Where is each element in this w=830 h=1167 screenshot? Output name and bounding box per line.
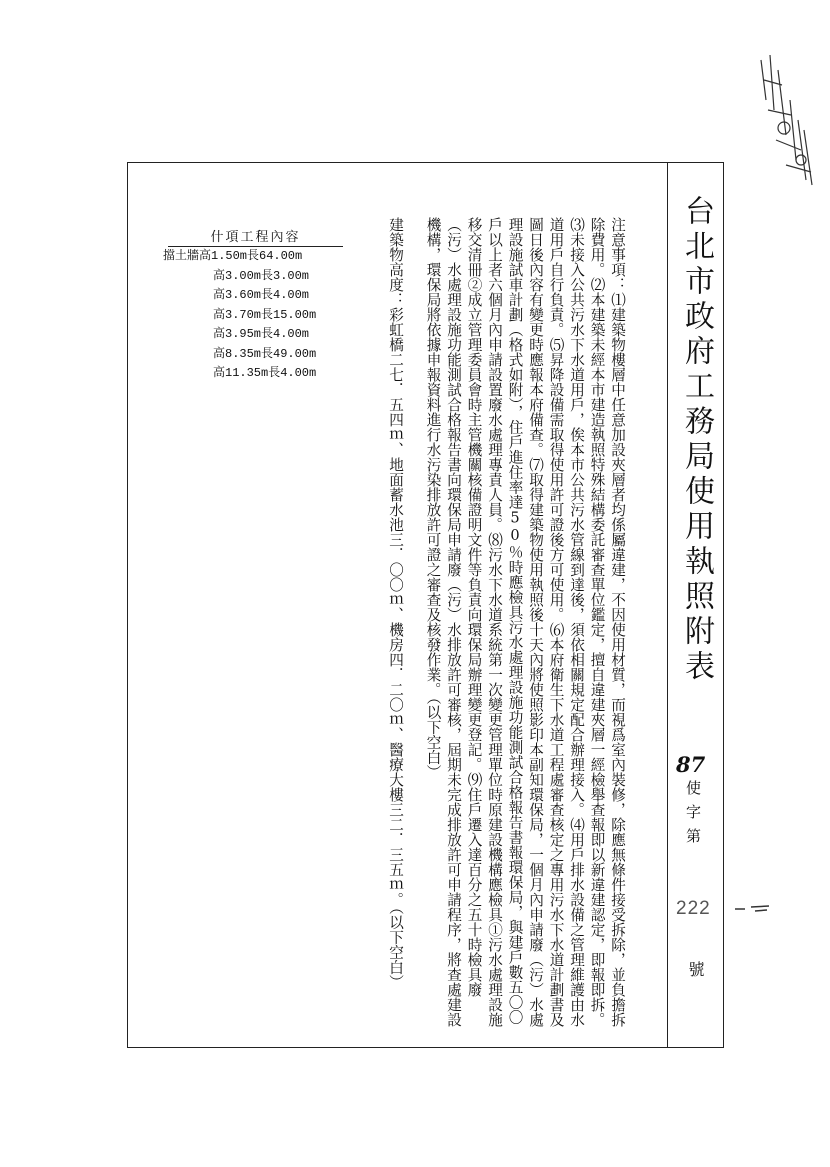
misc-works-row: 高3.95m長4.00m — [213, 327, 310, 341]
license-prefix: 使字第 — [684, 780, 702, 852]
misc-works-row: 高3.70m長15.00m — [213, 307, 317, 322]
document-title: 台北市政府工務局使用執照附表 — [679, 195, 714, 685]
misc-works-row: 高11.35m長4.00m — [213, 366, 317, 380]
misc-works-row: 高3.00m長3.00m — [213, 268, 310, 283]
misc-works-row: 擋土牆高1.50m長64.00m — [163, 249, 303, 263]
misc-works-row: 高3.60m長4.00m — [213, 288, 310, 302]
building-height-text: 建築物高度：彩虹橋二七．五四ｍ、地面蓄水池三．〇〇ｍ、機房四．二〇ｍ、醫療大樓三二．三五ｍ。（以下空白） — [387, 217, 404, 990]
misc-works-heading: 什項工程內容 — [168, 226, 343, 247]
misc-works-table — [163, 226, 343, 384]
license-year: 87 — [676, 752, 706, 777]
handwritten-mark — [733, 902, 773, 916]
notes-text: 注意事項：⑴建築物樓層中任意加設夾層者均係屬違建，不因使用材質，而視爲室內裝修，除應無條件接受拆除，並負擔拆除費用。⑵本建築未經本市建造執照特殊結構委託審查單位鑑定，擅自違建夾層一經檢舉查報即以新違建認定，即報即拆。⑶未接入公共污水下水道用戶，俟本市公共污水管線到達後，須依相關規定配合辦理接入。⑷用戶排水設備之管理維護由水道用戶自行負責。⑸昇降設備需取得使用許可證後方可使用。⑹本府衛生下水道工程處審查核定之專用污水下水道計劃書及圖日後內容有變更時應報本府備查。⑺取得建築物使用執照後十天內將使照影印本副知環保局，一個月內申請廢（污）水處理設施試車計劃（格式如附），住戶進住率達50％時應檢具污水處理設施功能測試合格報告書報環保局，與建戶數五〇〇戶以上者六個月內申請設置廢水處理專責人員。⑻污水下水道系統第一次變更管理單位時原建設機構應檢具①污水處理設施移交清冊②成立管理委員會時主管機關核備證明文件等負責向環保局辦理變更登記。⑼住戶遷入達百分之五十時檢具廢（污）水處理設施功能測試合格報告書向環保局申請廢（污）水排放許可審核，屆期未完成排放許可申請程序，將查處建設機構，環保局將依據申報資料進行水污染排放許可證之審查及核發作業。（以下空白） — [424, 217, 626, 1027]
scan-stamp-mark — [756, 40, 816, 190]
license-suffix: 號 — [686, 961, 705, 977]
license-number: 222 — [676, 898, 711, 919]
misc-works-row: 高8.35m長49.00m — [213, 346, 317, 361]
